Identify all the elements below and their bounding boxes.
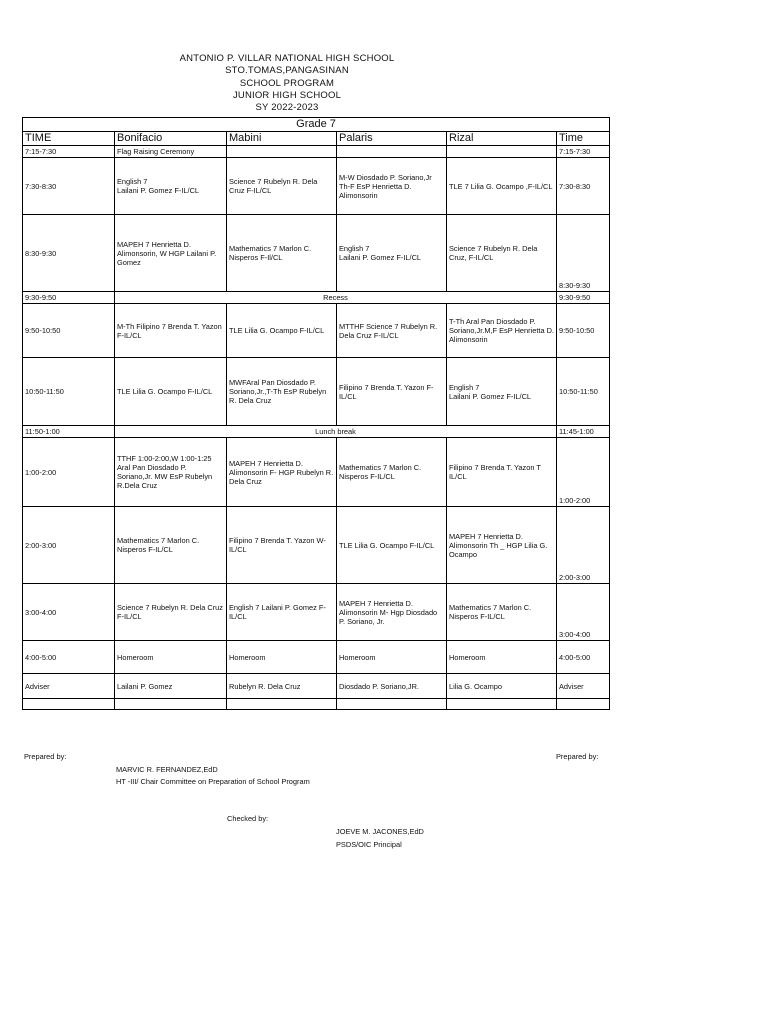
time-cell: 1:00-2:00: [23, 438, 115, 507]
table-row: [23, 292, 610, 304]
time-cell: 9:50-10:50: [557, 304, 610, 358]
grade-row: [23, 118, 610, 132]
class-cell-mabini: English 7 Lailani P. Gomez F-IL/CL: [227, 584, 337, 641]
preparer-title: HT -III/ Chair Committee on Preparation of School Program: [116, 777, 310, 786]
empty-cell: [447, 146, 557, 158]
class-cell-palaris: Homeroom: [337, 641, 447, 674]
flag-ceremony-cell: Flag Raising Ceremony: [115, 146, 227, 158]
class-cell-palaris: English 7 Lailani P. Gomez F-IL/CL: [337, 215, 447, 292]
class-cell-mabini: Homeroom: [227, 641, 337, 674]
class-cell-bonifacio: Homeroom: [115, 641, 227, 674]
empty-cell: [447, 699, 557, 710]
checked-by-label: Checked by:: [227, 814, 269, 823]
time-cell: 11:50-1:00: [23, 426, 115, 438]
time-cell: 7:15-7:30: [557, 146, 610, 158]
empty-cell: [227, 146, 337, 158]
document-title: SCHOOL PROGRAM: [239, 77, 335, 89]
adviser-palaris: Diosdado P. Soriano,JR.: [337, 674, 447, 699]
adviser-label: Adviser: [557, 674, 610, 699]
class-cell-rizal: English 7 Lailani P. Gomez F-IL/CL: [447, 358, 557, 426]
class-cell-mabini: MAPEH 7 Henrietta D. Alimonsorin F- HGP Rubelyn R. Dela Cruz: [227, 438, 337, 507]
class-cell-rizal: T-Th Aral Pan Diosdado P. Soriano,Jr.M,F EsP Henrietta D. Alimonsorin: [447, 304, 557, 358]
table-row: [23, 158, 610, 215]
adviser-bonifacio: Lailani P. Gomez: [115, 674, 227, 699]
class-cell-rizal: Filipino 7 Brenda T. Yazon T IL/CL: [447, 438, 557, 507]
table-row: [23, 438, 610, 507]
class-cell-rizal: MAPEH 7 Henrietta D. Alimonsorin Th _ HGP Lilia G. Ocampo: [447, 507, 557, 584]
class-cell-bonifacio: TLE Lilia G. Ocampo F-IL/CL: [115, 358, 227, 426]
class-cell-palaris: Filipino 7 Brenda T. Yazon F-IL/CL: [337, 358, 447, 426]
prepared-by-label-right: Prepared by:: [556, 752, 599, 761]
class-cell-palaris: TLE Lilia G. Ocampo F-IL/CL: [337, 507, 447, 584]
time-cell: 1:00-2:00: [557, 438, 610, 507]
table-row: [23, 146, 610, 158]
table-row: [23, 584, 610, 641]
class-cell-mabini: Mathematics 7 Marlon C. Nisperos F-Il/CL: [227, 215, 337, 292]
class-cell-palaris: MTTHF Science 7 Rubelyn R. Dela Cruz F-IL/CL: [337, 304, 447, 358]
table-row: [23, 215, 610, 292]
class-cell-palaris: Mathematics 7 Marlon C. Nisperos F-IL/CL: [337, 438, 447, 507]
class-cell-palaris: MAPEH 7 Henrietta D. Alimonsorin M- Hgp Diosdado P. Soriano, Jr.: [337, 584, 447, 641]
time-cell: 11:45-1:00: [557, 426, 610, 438]
class-cell-bonifacio: MAPEH 7 Henrietta D. Alimonsorin, W HGP Lailani P. Gomez: [115, 215, 227, 292]
time-cell: 3:00-4:00: [23, 584, 115, 641]
time-cell: 8:30-9:30: [557, 215, 610, 292]
class-cell-rizal: TLE 7 Lilia G. Ocampo ,F-IL/CL: [447, 158, 557, 215]
empty-cell: [557, 699, 610, 710]
column-header-bonifacio: Bonifacio: [115, 132, 227, 146]
table-row: [23, 358, 610, 426]
class-cell-bonifacio: TTHF 1:00-2:00,W 1:00-1:25 Aral Pan Diosdado P. Soriano,Jr. MW EsP Rubelyn R.Dela Cruz: [115, 438, 227, 507]
empty-cell: [227, 699, 337, 710]
table-row: [23, 641, 610, 674]
grade-label: Grade 7: [23, 118, 610, 132]
empty-cell: [115, 699, 227, 710]
adviser-row: [23, 674, 610, 699]
time-cell: 7:30-8:30: [23, 158, 115, 215]
checker-title: PSDS/OIC Principal: [336, 840, 402, 849]
time-cell: 3:00-4:00: [557, 584, 610, 641]
checker-name: JOEVE M. JACONES,EdD: [336, 827, 424, 836]
lunch-break-cell: Lunch break: [115, 426, 557, 438]
adviser-rizal: Lilia G. Ocampo: [447, 674, 557, 699]
time-cell: 2:00-3:00: [557, 507, 610, 584]
class-cell-mabini: MWFAral Pan Diosdado P. Soriano,Jr.,T-Th EsP Rubelyn R. Dela Cruz: [227, 358, 337, 426]
school-level: JUNIOR HIGH SCHOOL: [232, 89, 342, 101]
class-cell-bonifacio: M-Th Filipino 7 Brenda T. Yazon F-IL/CL: [115, 304, 227, 358]
document-header: [150, 53, 424, 114]
time-cell: 8:30-9:30: [23, 215, 115, 292]
preparer-name: MARVIC R. FERNANDEZ,EdD: [116, 765, 218, 774]
adviser-mabini: Rubelyn R. Dela Cruz: [227, 674, 337, 699]
empty-cell: [23, 699, 115, 710]
school-address: STO.TOMAS,PANGASINAN: [225, 65, 349, 77]
school-year: SY 2022-2023: [255, 102, 319, 114]
column-header-rizal: Rizal: [447, 132, 557, 146]
class-cell-palaris: M-W Diosdado P. Soriano,Jr Th-F EsP Henrietta D. Alimonsorin: [337, 158, 447, 215]
class-schedule-table: [22, 117, 610, 710]
class-cell-rizal: Homeroom: [447, 641, 557, 674]
time-cell: 9:50-10:50: [23, 304, 115, 358]
recess-cell: Recess: [115, 292, 557, 304]
table-row: [23, 507, 610, 584]
time-cell: 10:50-11:50: [23, 358, 115, 426]
class-cell-bonifacio: Science 7 Rubelyn R. Dela Cruz F-IL/CL: [115, 584, 227, 641]
class-cell-bonifacio: Mathematics 7 Marlon C. Nisperos F-IL/CL: [115, 507, 227, 584]
prepared-by-label: Prepared by:: [24, 752, 67, 761]
class-cell-mabini: Filipino 7 Brenda T. Yazon W-IL/CL: [227, 507, 337, 584]
column-header-time: TIME: [23, 132, 115, 146]
empty-row: [23, 699, 610, 710]
time-cell: 7:30-8:30: [557, 158, 610, 215]
time-cell: 4:00-5:00: [557, 641, 610, 674]
class-cell-bonifacio: English 7 Lailani P. Gomez F-IL/CL: [115, 158, 227, 215]
column-header-row: [23, 132, 610, 146]
time-cell: 4:00-5:00: [23, 641, 115, 674]
table-row: [23, 426, 610, 438]
time-cell: 2:00-3:00: [23, 507, 115, 584]
empty-cell: [337, 146, 447, 158]
school-name: ANTONIO P. VILLAR NATIONAL HIGH SCHOOL: [179, 53, 395, 64]
column-header-time-right: Time: [557, 132, 610, 146]
time-cell: 10:50-11:50: [557, 358, 610, 426]
time-cell: 9:30-9:50: [23, 292, 115, 304]
table-row: [23, 304, 610, 358]
class-cell-rizal: Science 7 Rubelyn R. Dela Cruz, F-IL/CL: [447, 215, 557, 292]
class-cell-mabini: TLE Lilia G. Ocampo F-IL/CL: [227, 304, 337, 358]
class-cell-mabini: Science 7 Rubelyn R. Dela Cruz F-IL/CL: [227, 158, 337, 215]
empty-cell: [337, 699, 447, 710]
adviser-label: Adviser: [23, 674, 115, 699]
time-cell: 9:30-9:50: [557, 292, 610, 304]
class-cell-rizal: Mathematics 7 Marlon C. Nisperos F-IL/CL: [447, 584, 557, 641]
column-header-palaris: Palaris: [337, 132, 447, 146]
column-header-mabini: Mabini: [227, 132, 337, 146]
time-cell: 7:15-7:30: [23, 146, 115, 158]
